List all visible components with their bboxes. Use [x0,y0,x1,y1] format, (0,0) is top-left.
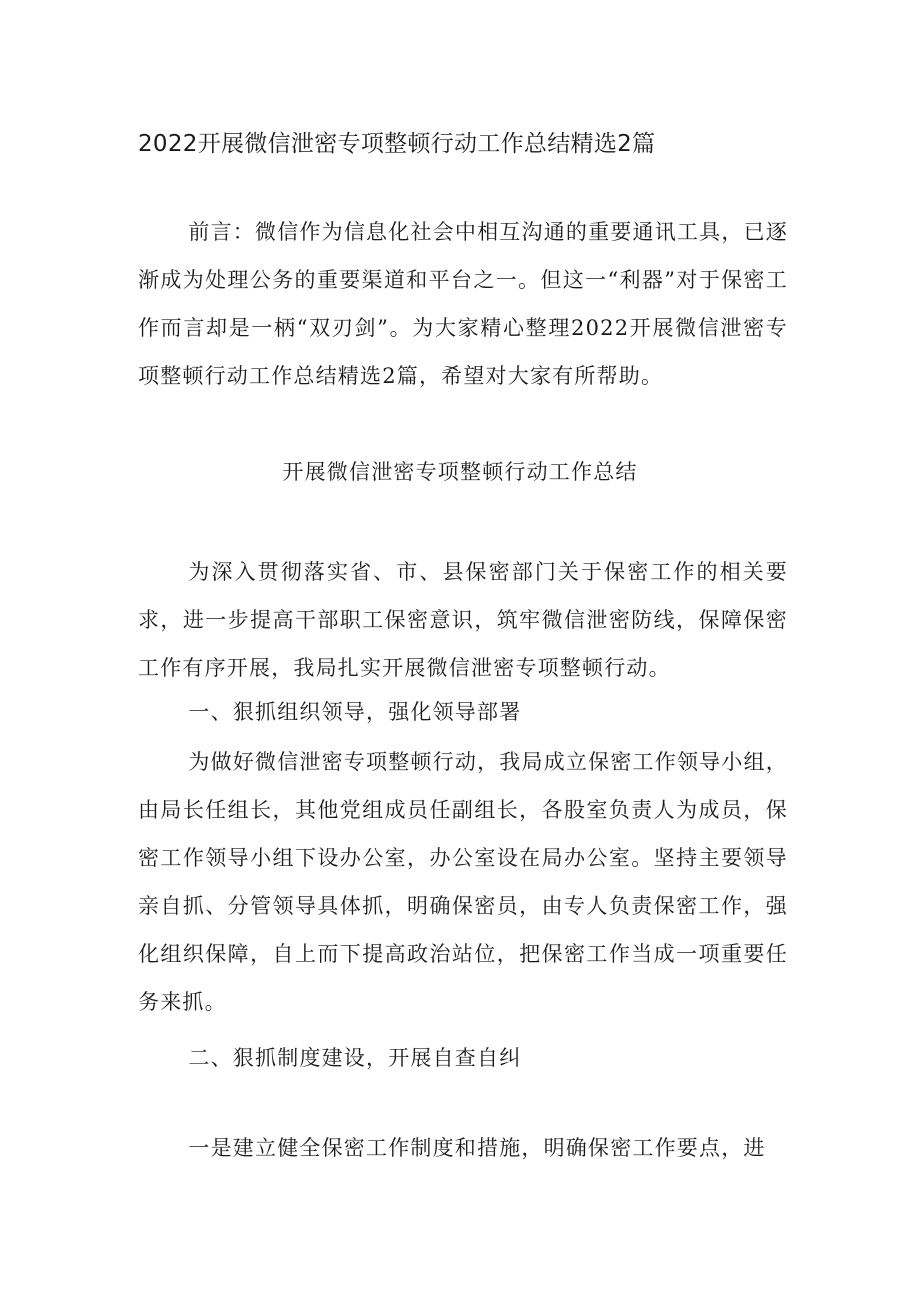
preface-paragraph: 前言：微信作为信息化社会中相互沟通的重要通讯工具，已逐渐成为处理公务的重要渠道和平台之一。但这一“利器”对于保密工作而言却是一柄“双刃剑”。为大家精心整理2022开展微信泄密专项整顿行动工作总结精选2篇，希望对大家有所帮助。 [138,220,788,388]
section-2-body: 一是建立健全保密工作制度和措施，明确保密工作要点，进 [188,1136,766,1160]
section-subtitle: 开展微信泄密专项整顿行动工作总结 [282,460,638,484]
intro-paragraph: 为深入贯彻落实省、市、县保密部门关于保密工作的相关要求，进一步提高干部职工保密意识，筑牢微信泄密防线，保障保密工作有序开展，我局扎实开展微信泄密专项整顿行动。 [138,560,788,680]
document-title: 2022开展微信泄密专项整顿行动工作总结精选2篇 [138,131,656,157]
section-2-heading: 二、狠抓制度建设，开展自查自纠 [188,1046,522,1070]
section-1-body: 为做好微信泄密专项整顿行动，我局成立保密工作领导小组，由局长任组长，其他党组成员任副组长，各股室负责人为成员，保密工作领导小组下设办公室，办公室设在局办公室。坚持主要领导亲自抓、分管领导具体抓，明确保密员，由专人负责保密工作，强化组织保障，自上而下提高政治站位，把保密工作当成一项重要任务来抓。 [138,750,788,1014]
section-1-heading: 一、狠抓组织领导，强化领导部署 [188,700,522,724]
